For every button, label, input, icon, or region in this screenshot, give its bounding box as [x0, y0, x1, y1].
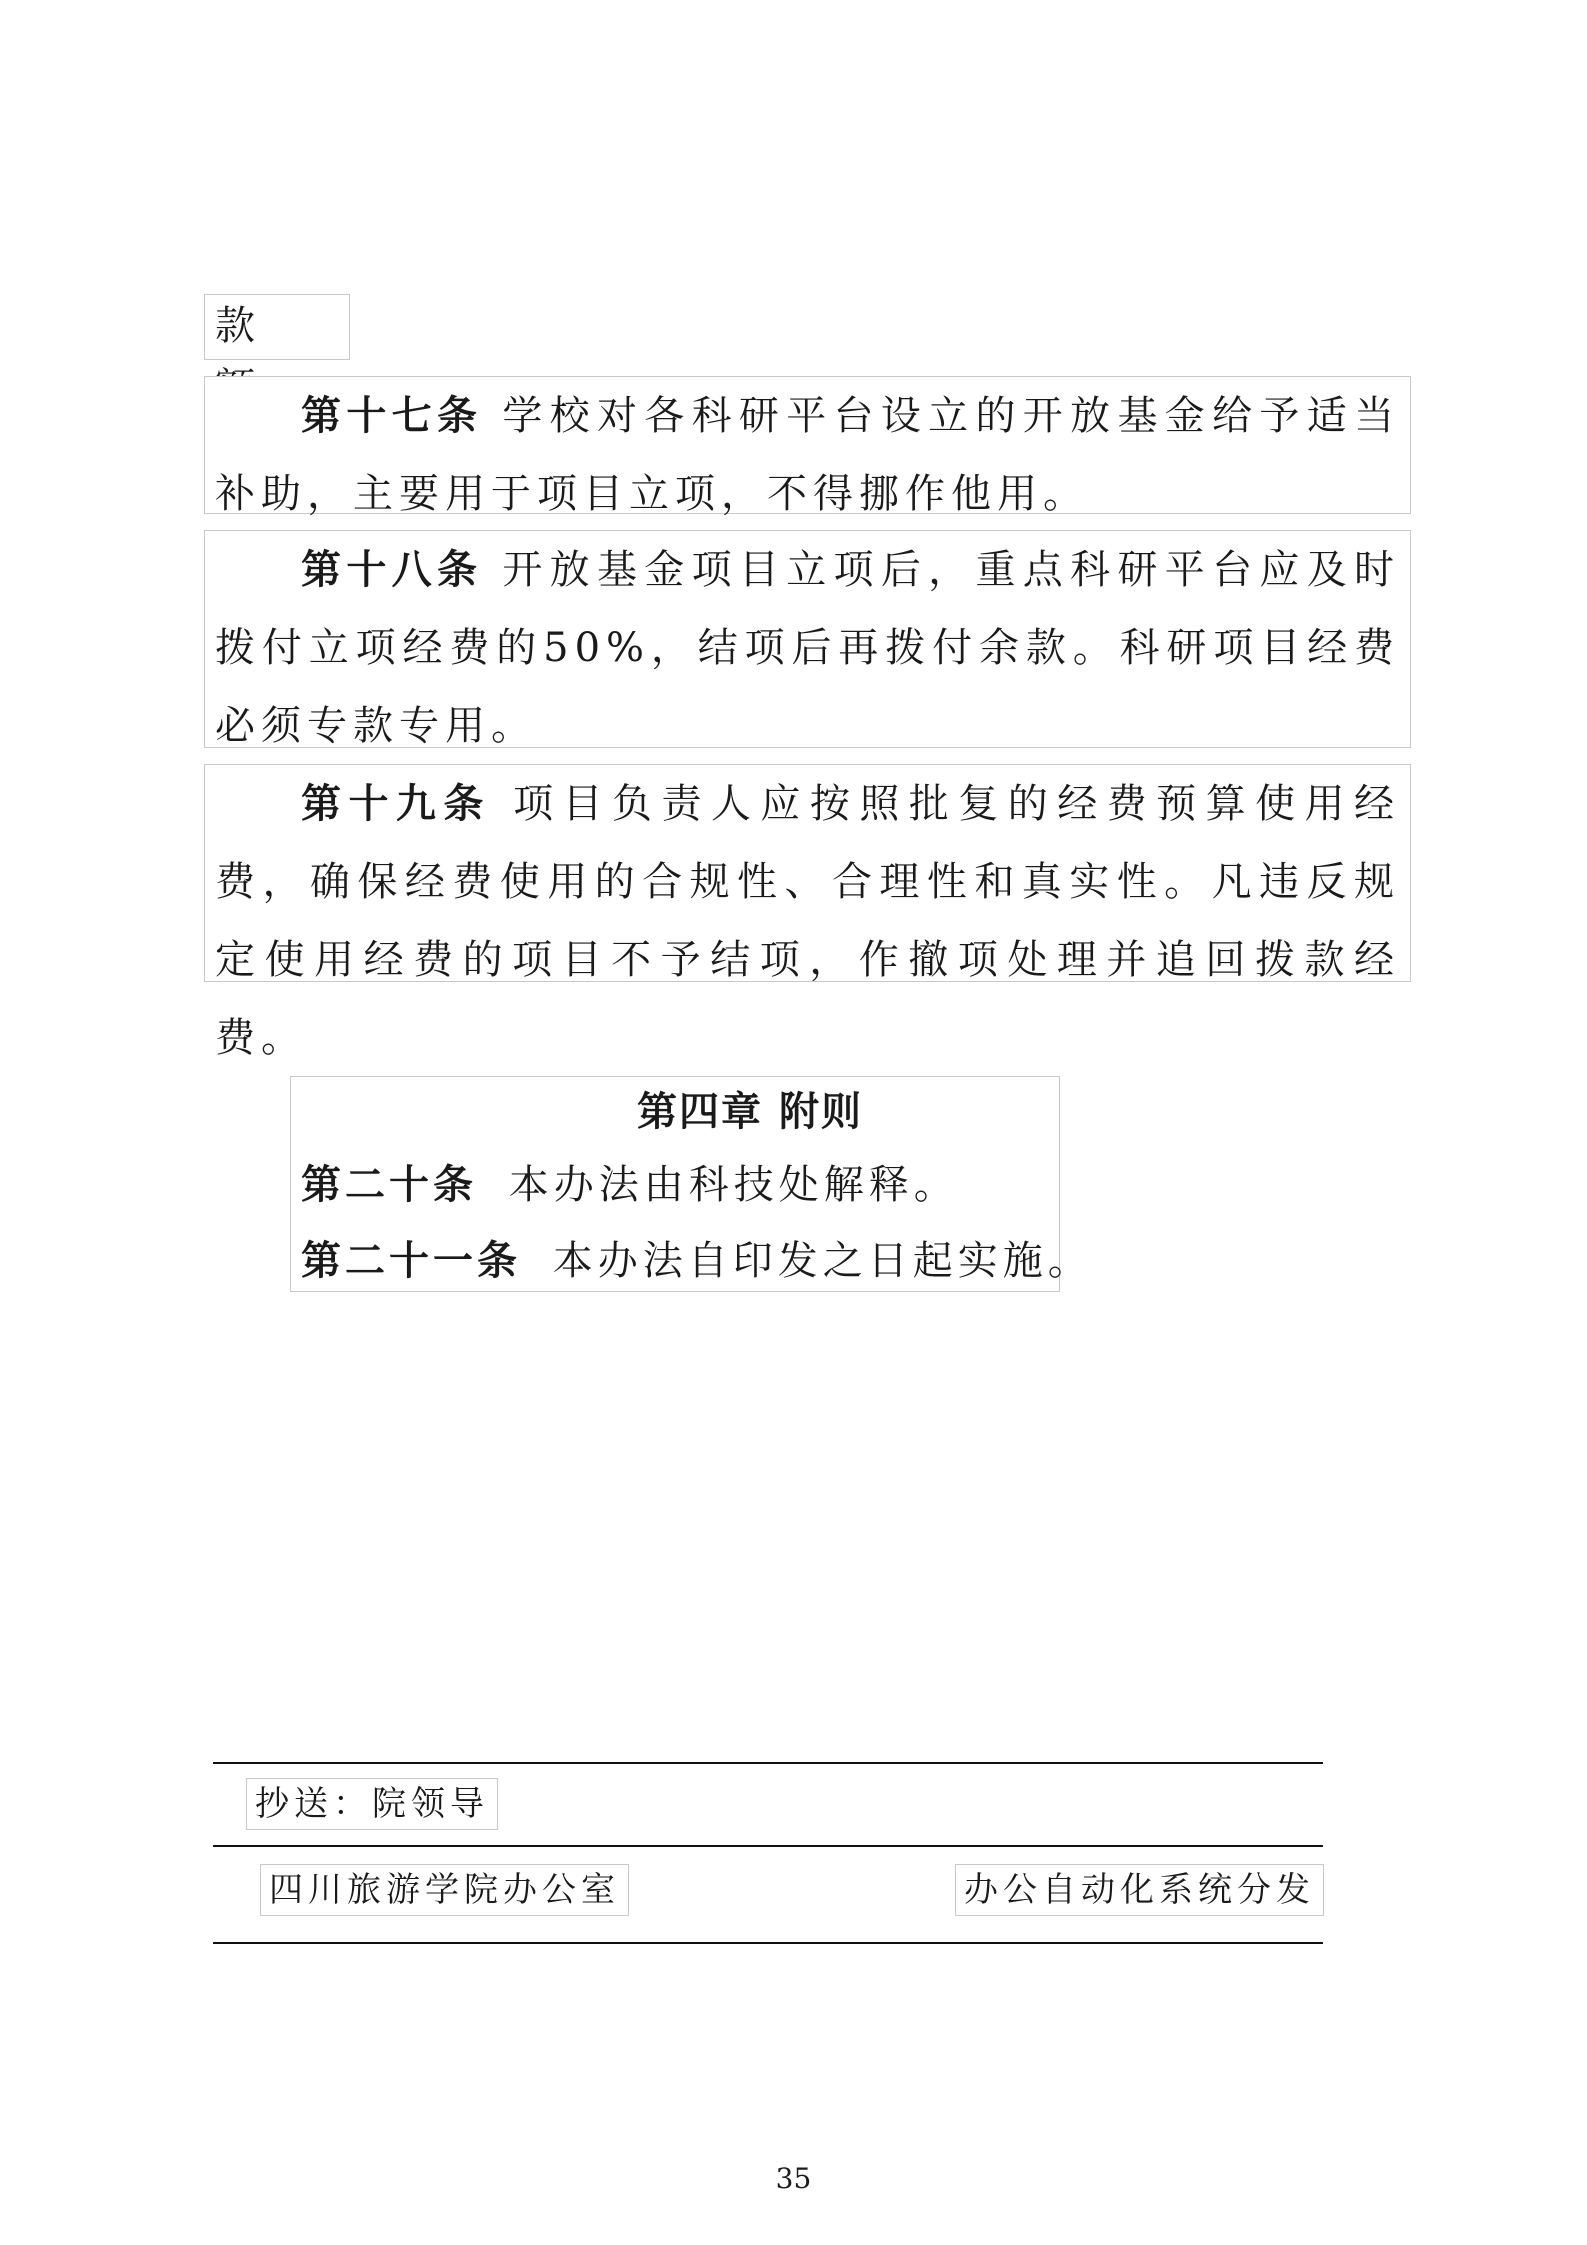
article-19-label: 第十九条	[301, 781, 491, 827]
cc-label: 抄送：院领导	[246, 1778, 498, 1830]
article-21-label: 第二十一条	[301, 1238, 521, 1284]
article-19	[204, 764, 1411, 1061]
article-17	[204, 376, 1411, 517]
article-19-paragraph	[205, 765, 1410, 1077]
carryover-box	[204, 294, 350, 360]
article-19-text: 项目负责人应按照批复的经费预算使用经费，确保经费使用的合规性、合理性和真实性。凡违反规定使用经费的项目不予结项，作撤项处理并追回拨款经费。	[215, 781, 1401, 1061]
article-17-paragraph	[205, 377, 1410, 533]
article-21-text: 本办法自印发之日起实施。	[552, 1238, 1093, 1284]
issuer-label: 四川旅游学院办公室	[260, 1864, 629, 1916]
footer-middle-rule	[213, 1845, 1323, 1847]
article-18-text: 开放基金项目立项后，重点科研平台应及时拨付立项经费的50%，结项后再拨付余款。科研项目经费必须专款专用。	[215, 547, 1401, 749]
carryover-text: 款	[215, 303, 261, 349]
chapter-4-box	[290, 1076, 1093, 1292]
article-18	[204, 530, 1411, 748]
article-21	[291, 1223, 1093, 1299]
page-number: 35	[775, 2162, 812, 2195]
footer-bottom-rule	[213, 1942, 1323, 1944]
distribution-label: 办公自动化系统分发	[955, 1864, 1324, 1916]
article-20	[291, 1147, 1059, 1223]
article-18-label: 第十八条	[301, 547, 483, 593]
footer-top-rule	[213, 1762, 1323, 1764]
article-20-text: 本办法由科技处解释。	[508, 1162, 959, 1208]
chapter-4-title: 第四章 附则	[637, 1089, 863, 1135]
article-18-paragraph	[205, 531, 1410, 765]
article-17-label: 第十七条	[301, 393, 483, 439]
article-20-label: 第二十条	[301, 1162, 477, 1208]
article-17-text: 学校对各科研平台设立的开放基金给予适当补助，主要用于项目立项，不得挪作他用。	[215, 393, 1401, 517]
